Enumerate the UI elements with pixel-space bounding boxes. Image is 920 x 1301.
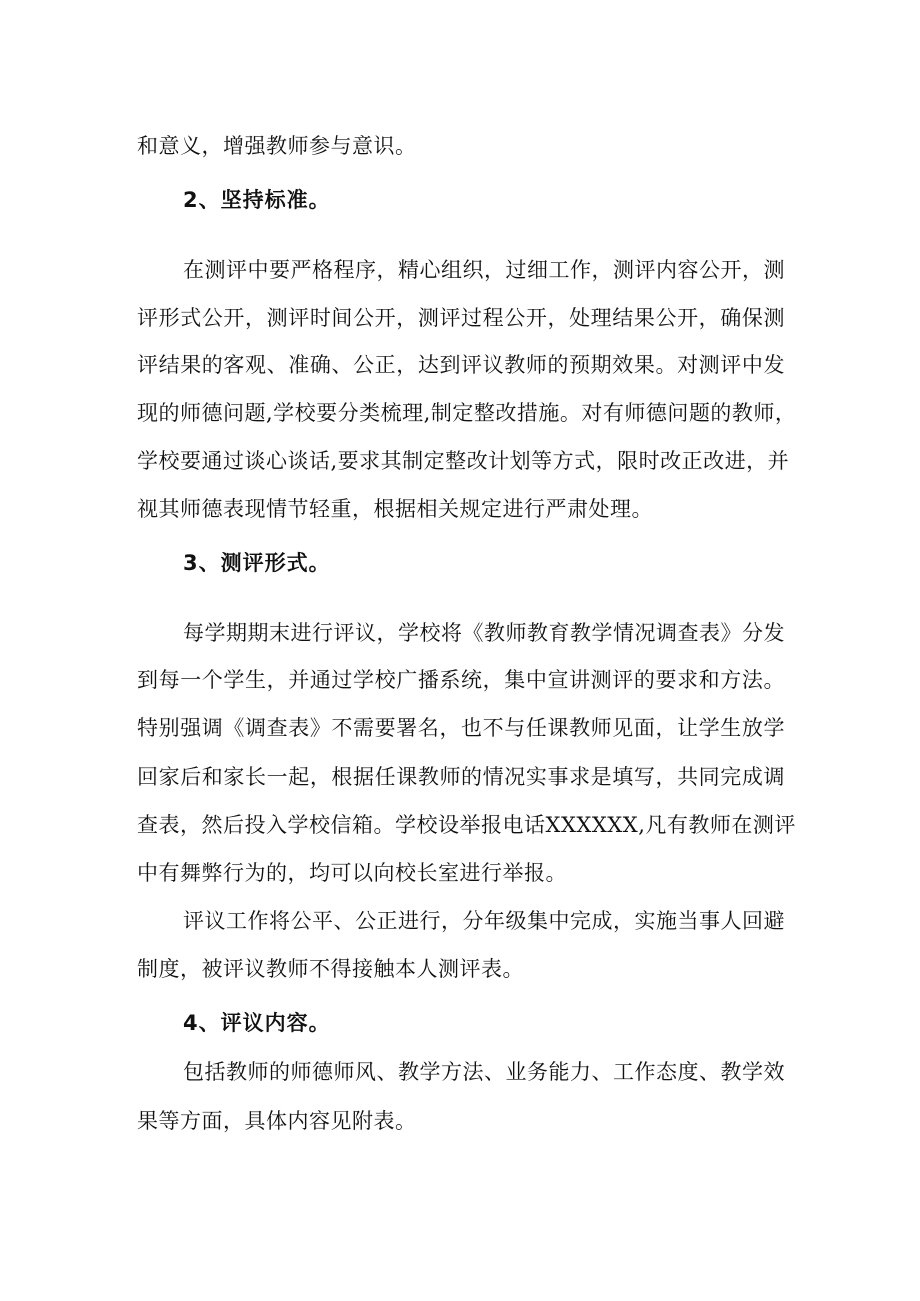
section-heading-3: 3、测评形式。 — [183, 551, 331, 575]
paragraph-line: 包括教师的师德师风、教学方法、业务能力、工作态度、教学效 — [183, 1060, 785, 1084]
paragraph-line: 回家后和家长一起，根据任课教师的情况实事求是填写，共同完成调 — [137, 765, 785, 789]
paragraph-line: 现的师德问题,学校要分类梳理,制定整改措施。对有师德问题的教师， — [137, 401, 797, 425]
section-heading-4: 4、评议内容。 — [183, 1011, 331, 1035]
paragraph-line: 查表，然后投入学校信箱。学校设举报电话XXXXXX,凡有教师在测评 — [137, 813, 796, 837]
paragraph-line: 学校要通过谈心谈话,要求其制定整改计划等方式，限时改正改进，并 — [137, 449, 790, 473]
paragraph-line: 评形式公开，测评时间公开，测评过程公开，处理结果公开，确保测 — [137, 306, 785, 330]
paragraph-line: 中有舞弊行为的，均可以向校长室进行举报。 — [137, 861, 567, 885]
paragraph-line: 特别强调《调查表》不需要署名，也不与任课教师见面，让学生放学 — [137, 716, 785, 740]
paragraph-line: 评议工作将公平、公正进行，分年级集中完成，实施当事人回避 — [183, 909, 785, 933]
paragraph-line: 到每一个学生，并通过学校广播系统，集中宣讲测评的要求和方法。 — [137, 668, 785, 692]
paragraph-line: 视其师德表现情节轻重，根据相关规定进行严肃处理。 — [137, 497, 653, 521]
paragraph-line: 和意义，增强教师参与意识。 — [137, 134, 417, 158]
section-heading-2: 2、坚持标准。 — [183, 188, 331, 212]
paragraph-line: 制度，被评议教师不得接触本人测评表。 — [137, 957, 524, 981]
paragraph-line: 每学期期末进行评议，学校将《教师教育教学情况调查表》分发 — [183, 621, 785, 645]
paragraph-line: 在测评中要严格程序，精心组织，过细工作，测评内容公开，测 — [183, 258, 785, 282]
paragraph-line: 果等方面，具体内容见附表。 — [137, 1109, 417, 1133]
paragraph-line: 评结果的客观、准确、公正，达到评议教师的预期效果。对测评中发 — [137, 353, 785, 377]
